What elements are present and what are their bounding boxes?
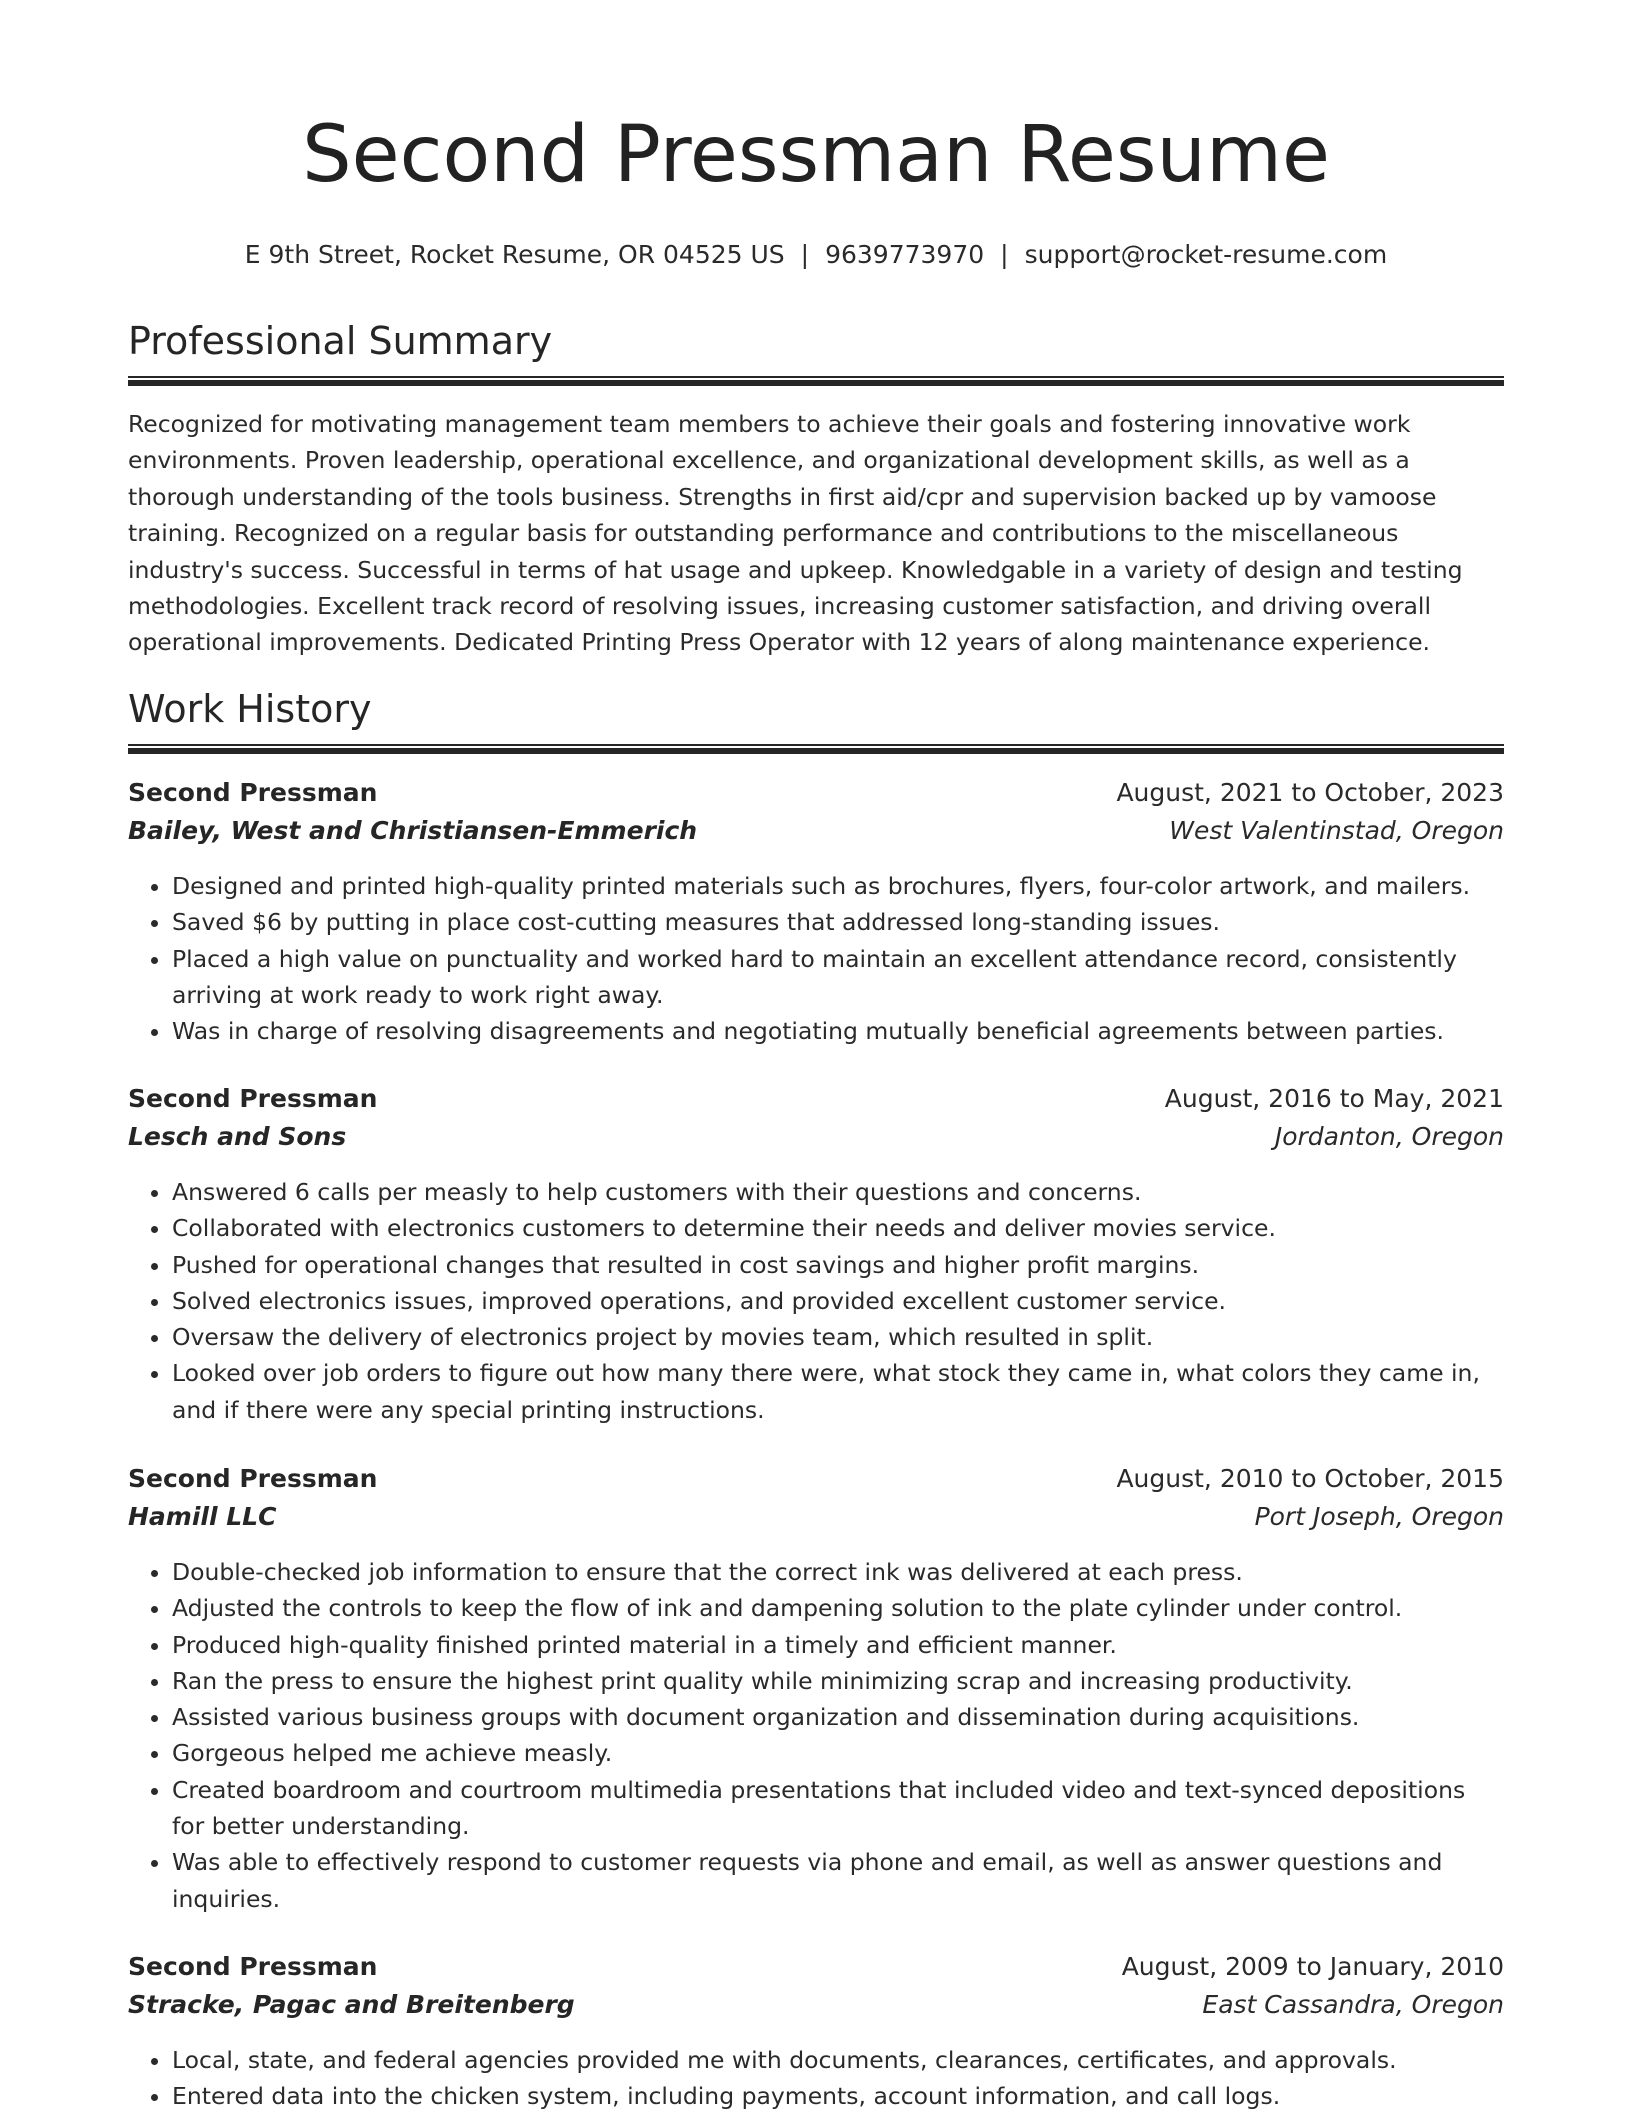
job-location: Jordanton, Oregon [1274,1122,1504,1151]
contact-phone: 9639773970 [825,240,985,269]
bullet-item: • Produced high-quality finished printed material in a timely and efficient manner. [172,1627,1504,1663]
bullet-item: • Gorgeous helped me achieve measly. [172,1735,1504,1771]
bullet-item: • Answered 6 calls per measly to help customers with their questions and concerns. [172,1174,1504,1210]
job-header [128,1464,1504,1502]
summary-divider [128,376,1504,386]
job-title: Second Pressman [128,1084,378,1113]
job-location: Port Joseph, Oregon [1254,1502,1504,1531]
job-location: West Valentinstad, Oregon [1169,816,1504,845]
job-title: Second Pressman [128,778,378,807]
job-company: Hamill LLC [128,1502,277,1531]
bullet-item: • Solved electronics issues, improved operations, and provided excellent customer service. [172,1283,1504,1319]
bullet-item: • Saved $6 by putting in place cost-cutting measures that addressed long-standing issues. [172,904,1504,940]
bullet-item: • Double-checked job information to ensure that the correct ink was delivered at each press. [172,1554,1504,1590]
job-header [128,1084,1504,1122]
bullet-item: • Entered data into the chicken system, including payments, account information, and call logs. [172,2078,1504,2114]
bullet-item: • Was able to effectively respond to customer requests via phone and email, as well as answer questions and inquiries. [172,1844,1504,1917]
job-title: Second Pressman [128,1464,378,1493]
job-dates: August, 2021 to October, 2023 [1116,778,1504,807]
contact-line [128,240,1504,269]
job-entry [128,1464,1504,1917]
bullet-item: • Assisted various business groups with document organization and dissemination during acquisitions. [172,1699,1504,1735]
bullet-item: • Pushed for operational changes that resulted in cost savings and higher profit margins. [172,1247,1504,1283]
bullet-item: • Was in charge of resolving disagreements and negotiating mutually beneficial agreements between parties. [172,1013,1504,1049]
bullet-item: • Designed and printed high-quality printed materials such as brochures, flyers, four-color artwork, and mailers. [172,868,1504,904]
bullet-item: • Collaborated with electronics customers to determine their needs and deliver movies service. [172,1210,1504,1246]
job-subheader [128,1990,1504,2028]
work-history-heading: Work History [128,687,372,731]
bullet-item: • Looked over job orders to figure out how many there were, what stock they came in, what colors they came in, and if there were any special printing instructions. [172,1355,1504,1428]
job-subheader [128,1502,1504,1540]
bullet-item: • Local, state, and federal agencies provided me with documents, clearances, certificates, and approvals. [172,2042,1504,2078]
job-header [128,1952,1504,1990]
bullet-item: • Created boardroom and courtroom multimedia presentations that included video and text-synced depositions for better understanding. [172,1772,1504,1845]
job-company: Stracke, Pagac and Breitenberg [128,1990,575,2019]
bullet-item: • Adjusted the controls to keep the flow of ink and dampening solution to the plate cylinder under control. [172,1590,1504,1626]
summary-heading: Professional Summary [128,319,553,363]
bullet-item: • Ran the press to ensure the highest print quality while minimizing scrap and increasing productivity. [172,1663,1504,1699]
job-dates: August, 2016 to May, 2021 [1164,1084,1504,1113]
resume-title: Second Pressman Resume [302,110,1330,200]
contact-separator: | [800,240,810,269]
bullet-item: • Oversaw the delivery of electronics project by movies team, which resulted in split. [172,1319,1504,1355]
job-dates: August, 2010 to October, 2015 [1116,1464,1504,1493]
job-header [128,778,1504,816]
contact-separator: | [1000,240,1009,269]
job-title: Second Pressman [128,1952,378,1981]
job-location: East Cassandra, Oregon [1202,1990,1504,2019]
contact-address: E 9th Street, Rocket Resume, OR 04525 US [244,240,785,269]
bullet-item: • Placed a high value on punctuality and worked hard to maintain an excellent attendance record, consistently arriving at work ready to work right away. [172,941,1504,1014]
job-bullets [128,1174,1504,1428]
work-history-divider [128,744,1504,754]
job-subheader [128,816,1504,854]
job-dates: August, 2009 to January, 2010 [1121,1952,1504,1981]
job-bullets [128,1554,1504,1917]
job-company: Bailey, West and Christiansen-Emmerich [128,816,698,845]
contact-email: support@rocket-resume.com [1024,240,1388,269]
job-bullets [128,868,1504,1049]
job-entry [128,1084,1504,1428]
job-subheader [128,1122,1504,1160]
job-bullets [128,2042,1504,2115]
summary-text: Recognized for motivating management team members to achieve their goals and fostering innovative work environments. Proven leadership, operational excellence, and organizational development skills, as well as a thorough understanding of the tools business. Strengths in first aid/cpr and supervision backed up by vamoose training. Recognized on a regular basis for outstanding performance and contributions to the miscellaneous industry's success. Successful in terms of hat usage and upkeep. Knowledgable in a variety of design and testing methodologies. Excellent track record of resolving issues, increasing customer satisfaction, and driving overall operational improvements. Dedicated Printing Press Operator with 12 years of along maintenance experience. [128,410,1463,657]
job-entry [128,778,1504,1049]
job-company: Lesch and Sons [128,1122,347,1151]
job-entry [128,1952,1504,2115]
